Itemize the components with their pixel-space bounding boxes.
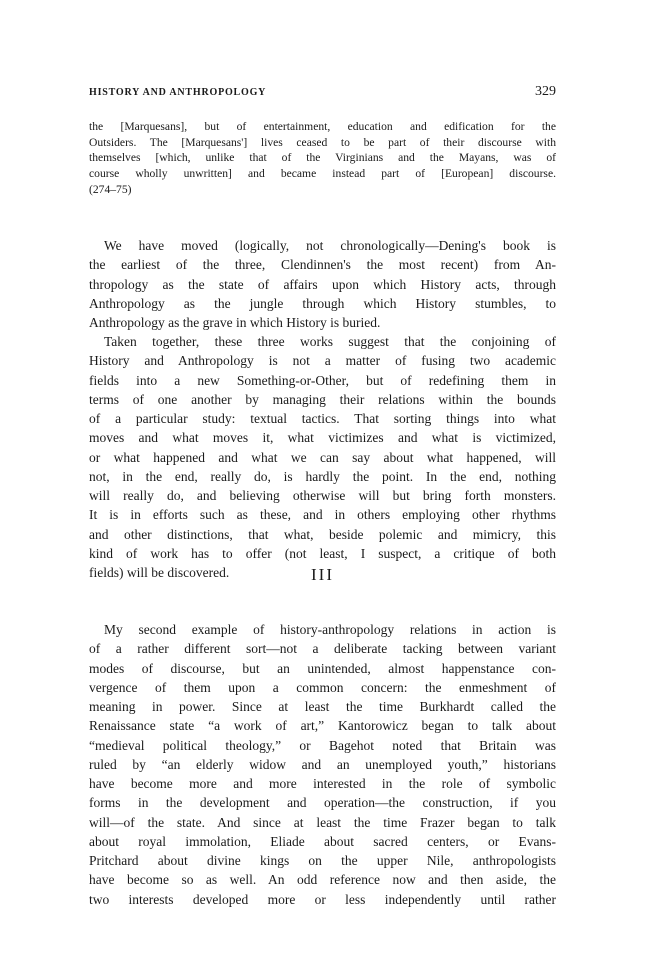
- paragraph-line: of a particular study: textual tactics. That sorting things into what: [89, 411, 556, 426]
- paragraph-line: forms in the development and operation—the construction, if you: [89, 795, 556, 811]
- quotation-line: course wholly unwritten] and became instead part of [European] discourse.: [89, 167, 556, 181]
- paragraph-3: [89, 620, 556, 909]
- paragraph-line: kind of work has to offer (not least, I suspect, a critique of both: [89, 545, 556, 561]
- paragraph-line: will—of the state. And since at least the time Frazer began to talk: [89, 814, 556, 830]
- quotation-line: the [Marquesans], but of entertainment, education and edification for the: [89, 120, 556, 133]
- paragraph-line: Anthropology as the jungle through which History stumbles, to: [89, 295, 556, 311]
- paragraph-line: Renaissance state “a work of art,” Kantorowicz began to talk about: [89, 718, 556, 734]
- running-head: [89, 84, 556, 102]
- paragraph-line: We have moved (logically, not chronologically—Dening's book is: [104, 238, 556, 253]
- paragraph-line: moves and what moves it, what victimizes and what is victimized,: [89, 430, 556, 446]
- paragraph-line: ruled by “an elderly widow and an unemployed youth,” historians: [89, 756, 556, 772]
- paragraph-line: the earliest of the three, Clendinnen's the most recent) from An-: [89, 257, 556, 273]
- paragraph-line: not, in the end, really do, is hardly the point. In the end, nothing: [89, 468, 556, 484]
- paragraph-line: terms of one another by managing their relations within the bounds: [89, 391, 556, 407]
- paragraph-line: of a rather different sort—not a deliberate tacking between variant: [89, 641, 556, 657]
- paragraph-line: about royal immolation, Eliade about sacred centers, or Evans-: [89, 833, 556, 849]
- paragraph-line: and other distinctions, that what, beside polemic and mimicry, this: [89, 526, 556, 542]
- paragraph-line: vergence of them upon a common concern: the enmeshment of: [89, 679, 556, 695]
- paragraph-line: Pritchard about divine kings on the upper Nile, anthropologists: [89, 853, 556, 868]
- block-quotation: [89, 119, 556, 198]
- paragraph-line: fields) will be discovered.: [89, 565, 230, 580]
- paragraph-line: “medieval political theology,” or Bagehot noted that Britain was: [89, 737, 556, 753]
- section-heading: III: [311, 565, 334, 584]
- paragraph-line: My second example of history-anthropology relations in action is: [104, 622, 556, 637]
- paragraph-line: Anthropology as the grave in which History is buried.: [89, 315, 381, 330]
- paragraph-line: fields into a new Something-or-Other, but of redefining them in: [89, 372, 556, 388]
- paragraph-line: thropology as the state of affairs upon which History acts, through: [89, 276, 556, 292]
- quotation-citation: (274–75): [89, 182, 132, 196]
- paragraph-1: [89, 236, 556, 332]
- quotation-line: themselves [which, unlike that of the Virginians and the Mayans, was of: [89, 151, 556, 165]
- quotation-line: Outsiders. The [Marquesans'] lives ceased to be part of their discourse with: [89, 135, 556, 149]
- paragraph-2: [89, 332, 556, 582]
- paragraph-line: have become so as well. An odd reference now and then aside, the: [89, 872, 556, 888]
- paragraph-line: It is in efforts such as these, and in others employing other rhythms: [89, 507, 556, 523]
- paragraph-line: meaning in power. Since at least the time Burkhardt called the: [89, 699, 556, 714]
- running-title: HISTORY AND ANTHROPOLOGY: [89, 87, 267, 98]
- paragraph-line: will really do, and believing otherwise will but bring forth monsters.: [89, 488, 556, 503]
- paragraph-line: two interests developed more or less independently until rather: [89, 891, 556, 907]
- paragraph-line: Taken together, these three works suggest that the conjoining of: [104, 334, 556, 349]
- paragraph-line: modes of discourse, but an unintended, almost happenstance con-: [89, 660, 556, 676]
- paragraph-line: have become more and more interested in the role of symbolic: [89, 776, 556, 791]
- paragraph-line: History and Anthropology is not a matter of fusing two academic: [89, 353, 556, 369]
- page-number: 329: [535, 84, 556, 99]
- paragraph-line: or what happened and what we can say about what happened, will: [89, 449, 556, 465]
